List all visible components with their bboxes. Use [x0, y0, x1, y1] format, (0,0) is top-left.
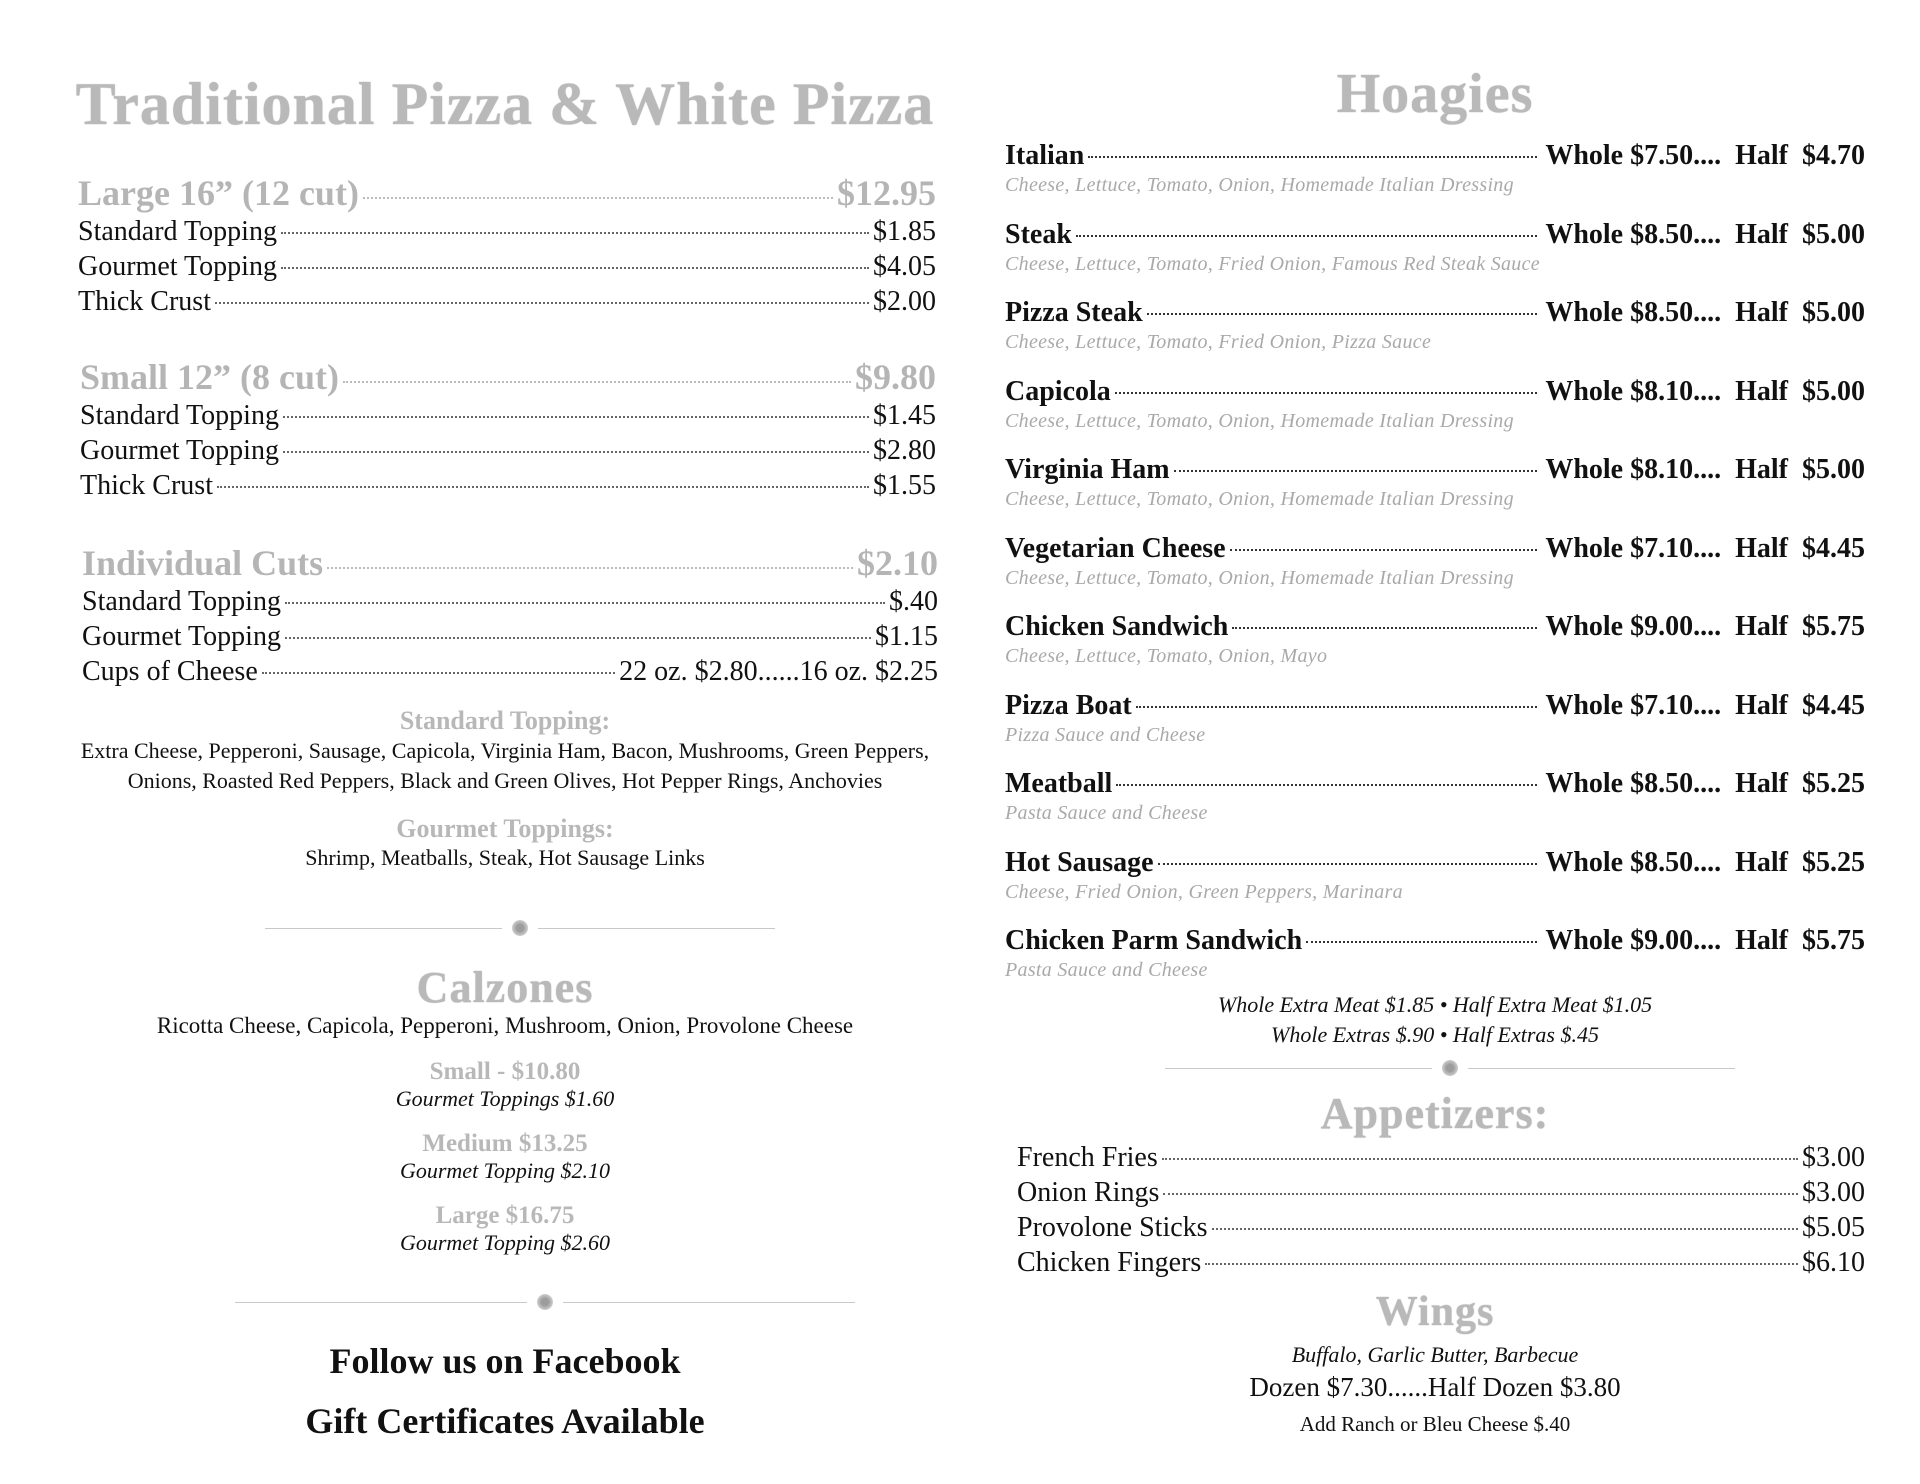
hoagie-half-price: Half $5.00 — [1735, 218, 1865, 250]
hoagie-half-price: Half $5.25 — [1735, 768, 1865, 799]
hoagie-row — [1005, 768, 1865, 800]
appetizer-list — [1017, 1140, 1865, 1280]
large-pizza-price: $12.95 — [837, 173, 936, 213]
appetizer-row — [1017, 1245, 1865, 1280]
item-label: Thick Crust — [78, 286, 211, 317]
item-label: Thick Crust — [80, 470, 213, 501]
item-label: Chicken Fingers — [1017, 1247, 1202, 1278]
menu-item-row — [78, 249, 936, 284]
hoagie-description: Cheese, Lettuce, Tomato, Onion, Homemade Italian Dressing — [1005, 409, 1514, 432]
item-label: Standard Topping — [80, 400, 279, 431]
small-pizza-section — [80, 356, 936, 503]
hoagie-name: Italian — [1005, 140, 1085, 171]
item-price: $1.15 — [875, 621, 938, 652]
calzone-size: Medium $13.25 — [422, 1130, 588, 1157]
hoagies-title: Hoagies — [1336, 63, 1534, 125]
hoagie-name: Pizza Boat — [1005, 689, 1132, 721]
appetizer-row — [1017, 1140, 1865, 1175]
hoagie-whole-price: Whole $8.50.... — [1545, 846, 1722, 878]
menu-item-row — [78, 214, 936, 249]
hoagie-description: Cheese, Lettuce, Tomato, Onion, Mayo — [1005, 645, 1328, 667]
appetizer-row — [1017, 1175, 1865, 1210]
item-label: French Fries — [1017, 1142, 1158, 1173]
gourmet-topping-heading: Gourmet Toppings: — [396, 814, 614, 843]
hoagie-description: Cheese, Lettuce, Tomato, Onion, Homemade Italian Dressing — [1005, 174, 1514, 196]
hoagie-row — [1005, 925, 1865, 957]
hoagie-whole-price: Whole $8.10.... — [1545, 454, 1722, 485]
hoagie-item — [1005, 611, 1865, 668]
hoagie-name: Meatball — [1005, 768, 1113, 799]
hoagie-half-price: Half $5.25 — [1735, 846, 1865, 878]
individual-cuts-label: Individual Cuts — [82, 543, 324, 583]
hoagie-item — [1005, 376, 1865, 433]
item-label: Cups of Cheese — [82, 656, 258, 687]
hoagie-whole-price: Whole $9.00.... — [1545, 925, 1722, 956]
menu-item-row — [78, 284, 936, 319]
hoagie-half-price: Half $4.70 — [1735, 140, 1865, 171]
calzone-gourmet-note: Gourmet Topping $2.10 — [399, 1158, 611, 1183]
item-price: $5.05 — [1802, 1212, 1865, 1243]
hoagie-item — [1005, 690, 1865, 747]
item-price: $.40 — [889, 586, 938, 617]
calzone-size-list — [70, 1058, 940, 1256]
hoagie-description: Pizza Sauce and Cheese — [1005, 723, 1206, 746]
item-price: 22 oz. $2.80......16 oz. $2.25 — [619, 656, 938, 687]
hoagie-half-price: Half $5.00 — [1735, 454, 1865, 485]
extras-line-1: Whole Extra Meat $1.85 • Half Extra Meat $1.05 — [1217, 992, 1653, 1017]
large-pizza-label: Large 16” (12 cut) — [78, 173, 359, 213]
divider-ornament — [1165, 1058, 1735, 1078]
hoagie-description: Cheese, Lettuce, Tomato, Fried Onion, Pizza Sauce — [1005, 331, 1432, 353]
menu-item-row — [80, 398, 936, 433]
hoagie-name: Virginia Ham — [1005, 454, 1170, 485]
hoagie-row — [1005, 533, 1865, 565]
item-price: $3.00 — [1802, 1177, 1865, 1208]
hoagie-half-price: Half $5.00 — [1735, 297, 1865, 328]
hoagie-half-price: Half $5.00 — [1735, 375, 1865, 407]
calzones-title: Calzones — [416, 963, 594, 1012]
gourmet-topping-list: Shrimp, Meatballs, Steak, Hot Sausage Links — [305, 845, 705, 870]
hoagie-item — [1005, 219, 1865, 276]
hoagie-item — [1005, 454, 1865, 511]
item-price: $1.45 — [873, 400, 936, 431]
hoagie-item — [1005, 847, 1865, 904]
standard-topping-list-line2: Onions, Roasted Red Peppers, Black and Green Olives, Hot Pepper Rings, Anchovies — [127, 768, 883, 793]
calzone-gourmet-note: Gourmet Toppings $1.60 — [395, 1086, 615, 1111]
appetizers-title: Appetizers: — [1320, 1089, 1550, 1138]
hoagie-description: Cheese, Lettuce, Tomato, Onion, Homemade Italian Dressing — [1005, 488, 1514, 510]
hoagie-row — [1005, 690, 1865, 722]
menu-item-row — [80, 468, 936, 503]
hoagie-whole-price: Whole $8.50.... — [1545, 768, 1722, 799]
individual-cuts-section — [82, 542, 938, 689]
small-pizza-row — [80, 356, 936, 398]
hoagie-name: Steak — [1005, 218, 1072, 250]
wings-prices: Dozen $7.30......Half Dozen $3.80 — [1249, 1372, 1621, 1402]
individual-cuts-row — [82, 542, 938, 584]
hoagie-description: Pasta Sauce and Cheese — [1005, 802, 1208, 824]
large-pizza-row — [78, 172, 936, 214]
small-pizza-price: $9.80 — [855, 357, 936, 397]
hoagie-whole-price: Whole $7.50.... — [1545, 140, 1722, 171]
item-label: Standard Topping — [78, 216, 277, 247]
hoagie-item — [1005, 297, 1865, 354]
calzone-ingredients: Ricotta Cheese, Capicola, Pepperoni, Mushroom, Onion, Provolone Cheese — [156, 1013, 854, 1038]
item-label: Provolone Sticks — [1017, 1212, 1208, 1243]
hoagie-half-price: Half $4.45 — [1735, 689, 1865, 721]
hoagie-row — [1005, 219, 1865, 251]
hoagie-row — [1005, 376, 1865, 408]
wings-addon: Add Ranch or Bleu Cheese $.40 — [1299, 1412, 1571, 1436]
item-label: Gourmet Topping — [80, 435, 279, 466]
hoagie-description: Cheese, Fried Onion, Green Peppers, Marinara — [1005, 880, 1403, 903]
item-label: Onion Rings — [1017, 1177, 1160, 1208]
hoagie-item — [1005, 533, 1865, 590]
hoagie-half-price: Half $5.75 — [1735, 925, 1865, 956]
hoagie-whole-price: Whole $8.10.... — [1545, 375, 1722, 407]
hoagie-whole-price: Whole $8.50.... — [1545, 297, 1722, 328]
item-price: $4.05 — [873, 251, 936, 282]
item-label: Standard Topping — [82, 586, 281, 617]
extras-line-2: Whole Extras $.90 • Half Extras $.45 — [1271, 1022, 1599, 1047]
calzone-size: Small - $10.80 — [429, 1058, 581, 1085]
hoagie-item — [1005, 768, 1865, 825]
menu-item-row — [82, 619, 938, 654]
large-pizza-section — [78, 172, 936, 319]
wings-title: Wings — [1375, 1289, 1495, 1335]
menu-item-row — [82, 654, 938, 689]
hoagie-row — [1005, 140, 1865, 172]
item-price: $1.85 — [873, 216, 936, 247]
item-price: $2.80 — [873, 435, 936, 466]
hoagie-half-price: Half $4.45 — [1735, 532, 1865, 564]
individual-cuts-price: $2.10 — [857, 543, 938, 583]
hoagie-name: Hot Sausage — [1005, 846, 1154, 878]
hoagie-description: Cheese, Lettuce, Tomato, Fried Onion, Famous Red Steak Sauce — [1005, 252, 1540, 275]
appetizer-row — [1017, 1210, 1865, 1245]
hoagie-half-price: Half $5.75 — [1735, 611, 1865, 642]
hoagie-name: Capicola — [1005, 375, 1111, 407]
hoagie-description: Pasta Sauce and Cheese — [1005, 959, 1208, 981]
standard-topping-list-line1: Extra Cheese, Pepperoni, Sausage, Capicola, Virginia Ham, Bacon, Mushrooms, Green Peppers, — [80, 738, 930, 763]
hoagie-item — [1005, 925, 1865, 982]
menu-item-row — [80, 433, 936, 468]
hoagie-row — [1005, 847, 1865, 879]
calzone-size: Large $16.75 — [435, 1202, 575, 1229]
wings-flavors: Buffalo, Garlic Butter, Barbecue — [1291, 1342, 1579, 1367]
hoagie-item — [1005, 140, 1865, 197]
hoagie-row — [1005, 611, 1865, 643]
item-price: $1.55 — [873, 470, 936, 501]
hoagie-description: Cheese, Lettuce, Tomato, Onion, Homemade Italian Dressing — [1005, 566, 1514, 589]
item-price: $6.10 — [1802, 1247, 1865, 1278]
hoagie-row — [1005, 454, 1865, 486]
divider-ornament — [235, 1292, 855, 1312]
hoagie-name: Vegetarian Cheese — [1005, 532, 1226, 564]
hoagie-whole-price: Whole $7.10.... — [1545, 689, 1722, 721]
hoagie-name: Pizza Steak — [1005, 297, 1143, 328]
item-label: Gourmet Topping — [78, 251, 277, 282]
hoagie-name: Chicken Parm Sandwich — [1005, 925, 1303, 956]
pizza-title: Traditional Pizza & White Pizza — [75, 71, 935, 137]
item-price: $2.00 — [873, 286, 936, 317]
facebook-note: Follow us on Facebook — [329, 1341, 681, 1381]
gift-certificates-note: Gift Certificates Available — [305, 1401, 705, 1441]
calzone-gourmet-note: Gourmet Topping $2.60 — [399, 1230, 611, 1255]
hoagie-whole-price: Whole $9.00.... — [1545, 611, 1722, 642]
hoagie-name: Chicken Sandwich — [1005, 611, 1229, 642]
divider-ornament — [265, 918, 775, 938]
standard-topping-heading: Standard Topping: — [399, 706, 611, 735]
hoagie-row — [1005, 297, 1865, 329]
small-pizza-label: Small 12” (8 cut) — [80, 357, 339, 397]
item-label: Gourmet Topping — [82, 621, 281, 652]
hoagie-whole-price: Whole $8.50.... — [1545, 218, 1722, 250]
menu-item-row — [82, 584, 938, 619]
item-price: $3.00 — [1802, 1142, 1865, 1173]
hoagie-whole-price: Whole $7.10.... — [1545, 532, 1722, 564]
